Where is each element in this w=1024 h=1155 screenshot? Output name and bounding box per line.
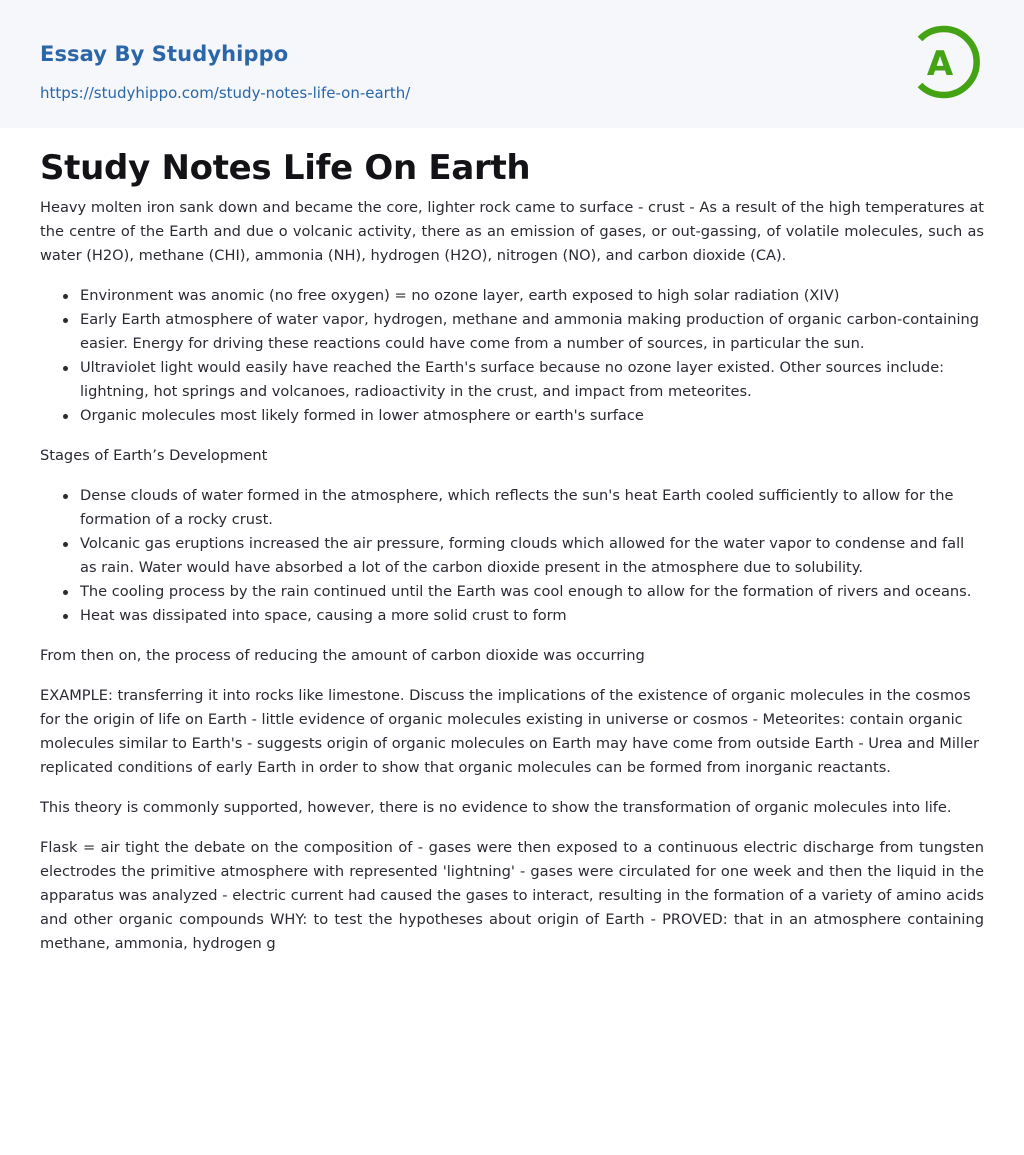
flask-paragraph: Flask = air tight the debate on the composition of - gases were then exposed to a continuous electric discharge from tungsten electrodes the primitive atmosphere with represented 'lightning' - gases were circulated for one week and then the liquid in the apparatus was analyzed - electric current had caused the gases to interact, resulting in the formation of a variety of amino acids and other organic compounds WHY: to test the hypotheses about origin of Earth - PROVED: that in an atmosphere containing methane, ammonia, hydrogen g	[40, 839, 984, 952]
stages-list	[40, 484, 984, 628]
list-item: Dense clouds of water formed in the atmosphere, which reflects the sun's heat Earth cooled sufficiently to allow for the formation of a rocky crust.	[80, 484, 984, 532]
from-then-paragraph: From then on, the process of reducing the amount of carbon dioxide was occurring	[40, 647, 645, 664]
intro-paragraph: Heavy molten iron sank down and became the core, lighter rock came to surface - crust - As a result of the high temperatures at the centre of the Earth and due o volcanic activity, there as an emission of gases, or out-gassing, of volatile molecules, such as water (H2O), methane (CHI), ammonia (NH), hydrogen (H2O), nitrogen (NO), and carbon dioxide (CA).	[40, 199, 984, 264]
list-item: Volcanic gas eruptions increased the air pressure, forming clouds which allowed for the water vapor to condense and fall as rain. Water would have absorbed a lot of the carbon dioxide present in the atmosphere due to solubility.	[80, 532, 984, 580]
theory-paragraph: This theory is commonly supported, however, there is no evidence to show the transformation of organic molecules into life.	[40, 799, 952, 816]
list-item: Heat was dissipated into space, causing a more solid crust to form	[80, 604, 984, 628]
list-item: Environment was anomic (no free oxygen) = no ozone layer, earth exposed to high solar radiation (XIV)	[80, 284, 984, 308]
article	[0, 148, 1024, 956]
list-item: Early Earth atmosphere of water vapor, hydrogen, methane and ammonia making production of organic carbon-containing easier. Energy for driving these reactions could have come from a number of sources, in particular the sun.	[80, 308, 984, 356]
stages-heading: Stages of Earth’s Development	[40, 447, 268, 464]
studyhippo-logo-icon[interactable]	[912, 18, 988, 106]
site-header	[0, 0, 1024, 128]
brand-title[interactable]: Essay By Studyhippo	[40, 42, 289, 66]
source-url-link[interactable]: https://studyhippo.com/study-notes-life-on-earth/	[40, 84, 411, 102]
logo-letter: A	[926, 44, 954, 84]
list-item: The cooling process by the rain continued until the Earth was cool enough to allow for the formation of rivers and oceans.	[80, 580, 984, 604]
list-item: Ultraviolet light would easily have reached the Earth's surface because no ozone layer existed. Other sources include: lightning, hot springs and volcanoes, radioactivity in the crust, and impact from meteorites.	[80, 356, 984, 404]
early-earth-list	[40, 284, 984, 428]
page-title: Study Notes Life On Earth	[40, 148, 531, 188]
list-item: Organic molecules most likely formed in lower atmosphere or earth's surface	[80, 404, 984, 428]
example-paragraph: EXAMPLE: transferring it into rocks like limestone. Discuss the implications of the existence of organic molecules in the cosmos for the origin of life on Earth - little evidence of organic molecules existing in universe or cosmos - Meteorites: contain organic molecules similar to Earth's - suggests origin of organic molecules on Earth may have come from outside Earth - Urea and Miller replicated conditions of early Earth in order to show that organic molecules can be formed from inorganic reactants.	[40, 687, 979, 776]
